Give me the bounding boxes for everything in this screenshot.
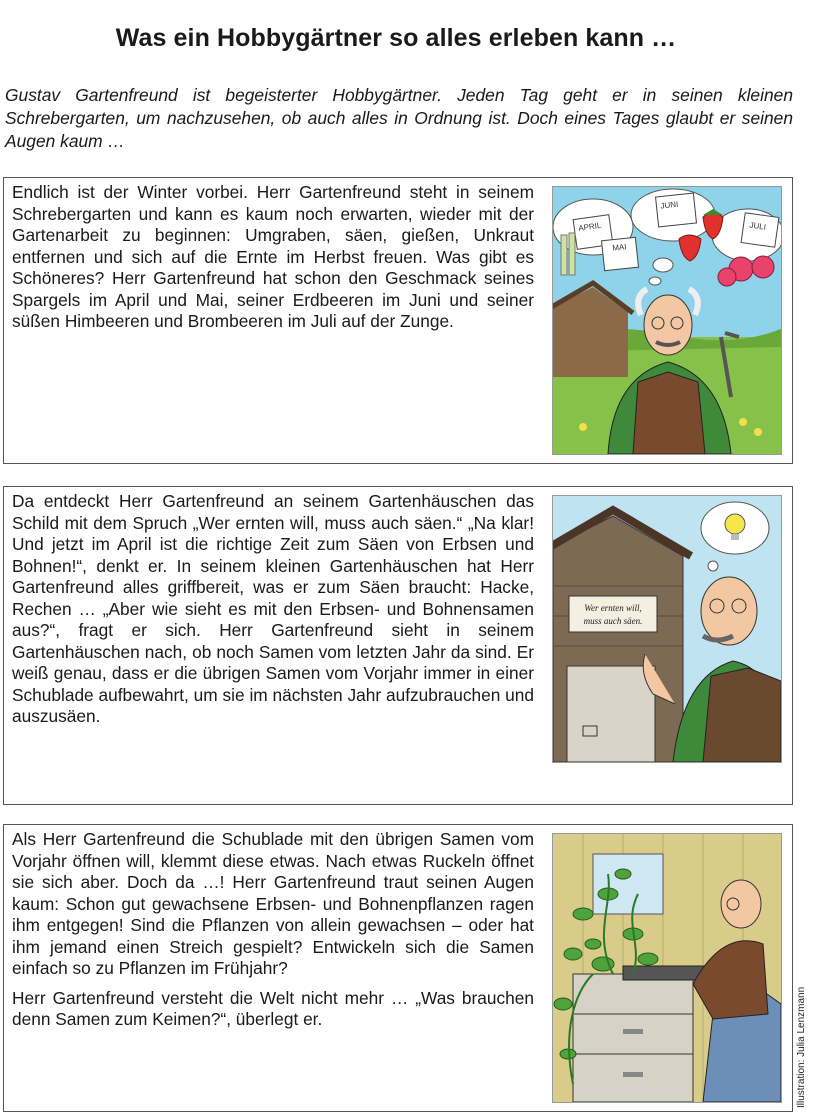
story-section-1 xyxy=(3,177,793,464)
calendar-label-juni: JUNI xyxy=(660,199,679,211)
story-section-2 xyxy=(3,486,793,805)
calendar-label-april: APRIL xyxy=(577,220,602,233)
sign-line-1: Wer ernten will, xyxy=(584,603,642,613)
section-1-text xyxy=(12,182,534,333)
intro-text: Gustav Gartenfreund ist begeisterter Hobbygärtner. Jeden Tag geht er in seinen kleinen Schrebergarten, um nachzusehen, ob auch alles in Ordnung ist. Doch eines Tages glaubt er seinen Augen kaum … xyxy=(5,85,793,151)
section-2-paragraph: Da entdeckt Herr Gartenfreund an seinem Gartenhäuschen das Schild mit dem Spruch „Wer ernten will, muss auch säen.“ „Na klar! Und jetzt im April ist die richtige Zeit zum Säen von Erbsen und Bohnen!“, denkt er. In seinem kleinen Gartenhäuschen hat Herr Gartenfreund alles griffbereit, was er zum Säen braucht: Hacke, Rechen … „Aber wie sieht es mit den Erbsen- und Bohnensamen aus?“, fragt er sich. Herr Gartenfreund sieht in seinem Gartenhäuschen nach, ob noch Samen vom letzten Jahr da sind. Er weiß genau, dass er die übrigen Samen vom Vorjahr immer in einer Schublade aufbewahrt, um sie im nächsten Jahr aufzubrauchen und auszusäen. xyxy=(12,491,534,726)
section-3-paragraph-1: Als Herr Gartenfreund die Schublade mit den übrigen Samen vom Vorjahr öffnen will, klemmt diese etwas. Nach etwas Ruckeln öffnet sie sich aber. Doch da …! Herr Gartenfreund traut seinen Augen kaum: Schon gut gewachsene Erbsen- und Bohnenpflanzen ragen ihm entgegen! Sind die Pflanzen von allein gewachsen – oder hat ihm jemand einen Streich gespielt? Entwickeln sich die Samen einfach so zu Pflanzen im Frühjahr? xyxy=(12,829,534,978)
section-1-paragraph: Endlich ist der Winter vorbei. Herr Gartenfreund steht in seinem Schrebergarten und kann es kaum noch erwarten, wieder mit der Gartenarbeit zu beginnen: Umgraben, säen, gießen, Unkraut entfernen und sich auf die Ernte im Herbst freuen. Was gibt es Schöneres? Herr Gartenfreund hat schon den Geschmack seines Spargels im April und Mai, seiner Erdbeeren im Juni und seiner süßen Himbeeren und Brombeeren im Juli auf der Zunge. xyxy=(12,182,534,331)
gardener-idea-illustration xyxy=(552,495,782,763)
calendar-label-juli: JULI xyxy=(748,220,767,232)
calendar-label-mai: MAI xyxy=(611,242,627,253)
drawer-sprouts-illustration xyxy=(552,833,782,1103)
gardener-dreaming-illustration xyxy=(552,186,782,455)
section-2-text xyxy=(12,491,534,728)
section-3-paragraph-2: Herr Gartenfreund versteht die Welt nicht mehr … „Was brauchen denn Samen zum Keimen?“, überlegt er. xyxy=(12,987,534,1029)
page-title: Was ein Hobbygärtner so alles erleben kann … xyxy=(115,24,677,52)
illustration-credit: Illustration: Julia Lenzmann xyxy=(796,986,807,1108)
story-section-3 xyxy=(3,824,793,1112)
sign-line-2: muss auch säen. xyxy=(583,616,643,626)
section-3-text xyxy=(12,829,534,1031)
